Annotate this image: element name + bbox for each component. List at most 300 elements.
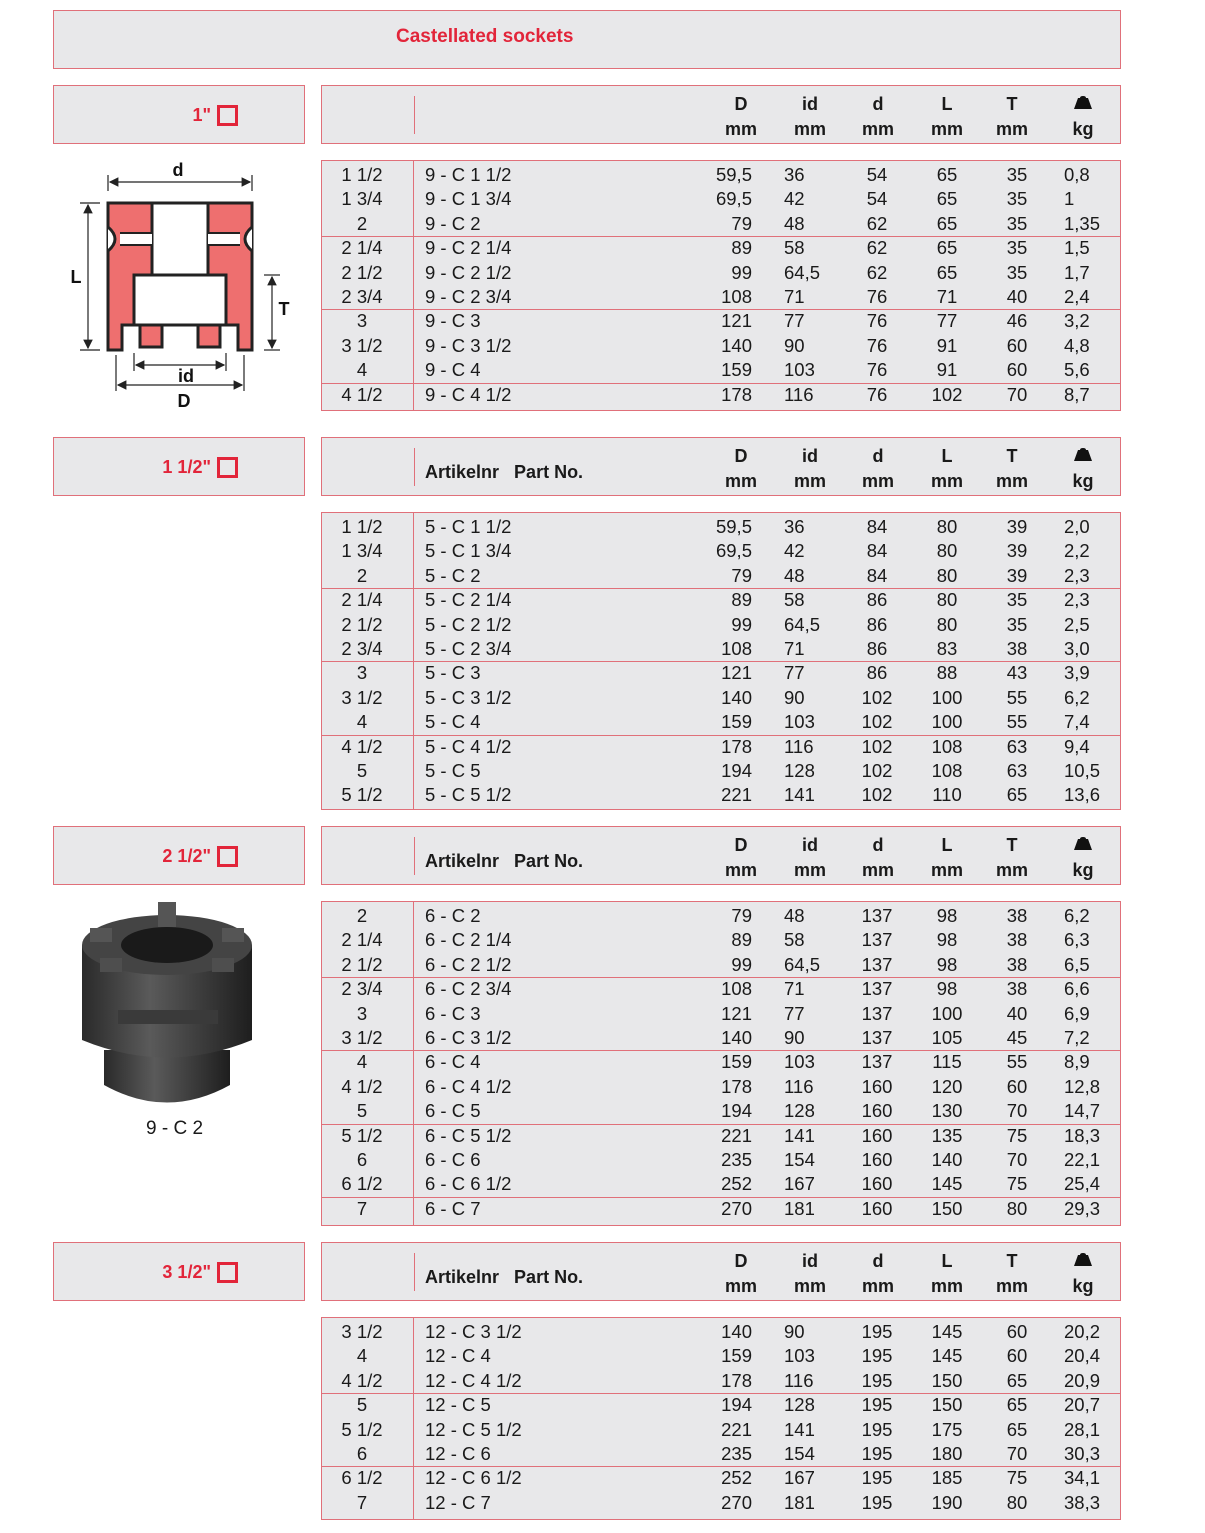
cell-D: 69,5 [715,188,752,210]
cell-D: 159 [721,711,752,733]
cell-id: 64,5 [784,613,821,635]
cell-L: 91 [936,334,958,356]
table-header-2 [321,437,1121,496]
cell-part-no: 5 - C 5 1/2 [425,784,512,806]
cell-id: 58 [784,929,805,951]
cell-T: 75 [1006,1467,1028,1489]
col-D-unit: mm [724,1276,757,1296]
cell-D: 235 [721,1443,752,1464]
cell-L: 80 [936,589,958,611]
cell-D: 79 [731,212,752,234]
col-L-name: L [941,1251,953,1271]
cell-size: 2 1/4 [341,237,383,259]
table-row [322,1002,1120,1026]
cell-T: 38 [1006,953,1028,975]
cell-T: 63 [1006,735,1028,757]
cell-D: 178 [721,1075,752,1097]
cell-d: 84 [866,564,888,586]
cell-D: 108 [721,978,752,1000]
col-D-name: D [734,835,748,855]
header-divider [414,837,415,875]
cell-d: 76 [866,334,888,356]
col-L-unit: mm [930,119,963,139]
cell-size: 4 [356,711,368,733]
cell-D: 270 [721,1491,752,1513]
cell-T: 65 [1006,1418,1028,1440]
cell-kg: 3,0 [1064,638,1090,659]
drive-size-label [162,1262,238,1283]
cell-d: 160 [861,1197,893,1219]
cell-L: 108 [931,760,963,781]
col-kg-header [1048,1249,1118,1299]
cell-kg: 2,0 [1064,516,1090,537]
cell-size: 1 1/2 [341,164,383,185]
cell-T: 39 [1006,516,1028,537]
cell-part-no: 9 - C 4 1/2 [425,383,512,405]
cell-D: 235 [721,1149,752,1170]
col-D-header [706,833,776,883]
artikelnr-header [425,851,583,872]
cell-L: 190 [931,1491,963,1513]
cell-d: 54 [866,164,888,185]
cell-d: 195 [861,1345,893,1367]
cell-part-no: 5 - C 5 [425,760,481,781]
cell-size: 1 3/4 [341,540,383,562]
cell-d: 137 [861,905,893,926]
cell-size: 4 1/2 [341,1369,383,1391]
cell-part-no: 6 - C 3 [425,1002,481,1024]
cell-d: 84 [866,540,888,562]
cell-L: 71 [936,286,958,307]
cell-id: 36 [784,516,805,537]
cell-size: 2 3/4 [341,638,383,659]
artikelnr-header [425,1267,583,1288]
cell-kg: 9,4 [1064,735,1090,757]
cell-L: 100 [931,1002,963,1024]
cell-id: 141 [784,1124,815,1146]
table-row [322,613,1120,637]
cell-part-no: 6 - C 2 1/4 [425,929,512,951]
cell-id: 181 [784,1491,815,1513]
cell-size: 3 [356,1002,368,1024]
cell-part-no: 6 - C 4 [425,1051,481,1073]
cell-D: 89 [731,589,752,611]
cell-size: 3 1/2 [341,686,383,708]
table-row [322,539,1120,563]
cell-d: 86 [866,662,888,684]
cell-T: 55 [1006,686,1028,708]
cell-part-no: 9 - C 3 1/2 [425,334,512,356]
table-row [322,661,1120,685]
col-D-header [706,92,776,142]
table-row [322,1369,1120,1393]
cell-size: 2 1/2 [341,261,383,283]
col-id-name: id [802,446,818,466]
cell-size: 5 [356,1394,368,1416]
table-row [322,1124,1120,1148]
cell-kg: 20,9 [1064,1369,1101,1391]
cell-T: 45 [1006,1027,1028,1048]
cell-L: 130 [931,1100,963,1122]
cell-T: 43 [1006,662,1028,684]
table-body-3 [321,901,1121,1226]
cell-D: 159 [721,359,752,381]
cell-D: 159 [721,1051,752,1073]
cell-T: 75 [1006,1173,1028,1195]
cell-part-no: 5 - C 4 [425,711,481,733]
cell-part-no: 6 - C 2 [425,905,481,926]
cell-D: 99 [731,613,752,635]
cell-d: 84 [866,516,888,537]
cell-L: 145 [931,1173,963,1195]
cell-id: 71 [784,286,805,307]
cell-kg: 2,4 [1064,286,1090,307]
cell-size: 4 [356,1345,368,1367]
cell-T: 60 [1006,334,1028,356]
dimension-D-label: D [177,391,191,411]
cell-size: 2 1/2 [341,953,383,975]
cell-L: 100 [931,686,963,708]
cell-size: 6 1/2 [341,1467,383,1489]
drive-size-box-3 [53,826,305,885]
square-drive-icon [217,1262,238,1283]
col-id-unit: mm [793,471,826,491]
drive-size-box-4 [53,1242,305,1301]
cell-id: 128 [784,1100,815,1122]
table-row [322,358,1120,382]
partno-label: Part No. [514,851,584,871]
drive-size-label [162,457,238,478]
table-row [322,735,1120,759]
cell-L: 145 [931,1321,963,1342]
cell-T: 70 [1006,1100,1028,1122]
cell-L: 108 [931,735,963,757]
cell-D: 252 [721,1173,752,1195]
artikelnr-header [425,462,583,483]
cell-size: 2 3/4 [341,978,383,1000]
cell-d: 102 [861,686,893,708]
col-id-name: id [802,94,818,114]
cell-L: 65 [936,212,958,234]
cell-L: 102 [931,383,963,405]
cell-size: 7 [356,1491,368,1513]
col-kg-unit: kg [1072,119,1094,139]
cell-id: 167 [784,1467,815,1489]
cell-kg: 6,2 [1064,686,1090,708]
table-row [322,1418,1120,1442]
col-id-header [775,1249,845,1299]
cell-L: 180 [931,1443,963,1464]
cell-kg: 18,3 [1064,1124,1101,1146]
cell-L: 65 [936,237,958,259]
cell-T: 63 [1006,760,1028,781]
cell-D: 178 [721,1369,752,1391]
square-drive-icon [217,105,238,126]
cell-d: 62 [866,212,888,234]
cell-part-no: 5 - C 2 3/4 [425,638,512,659]
cell-L: 88 [936,662,958,684]
cell-T: 38 [1006,978,1028,1000]
cell-id: 167 [784,1173,815,1195]
cell-size: 3 1/2 [341,1321,383,1342]
drive-size-box-2 [53,437,305,496]
cell-T: 35 [1006,188,1028,210]
cell-T: 46 [1006,310,1028,332]
cell-id: 48 [784,212,805,234]
cell-id: 71 [784,978,805,1000]
cell-kg: 6,2 [1064,905,1090,926]
cell-T: 80 [1006,1197,1028,1219]
table-row [322,236,1120,260]
cell-part-no: 9 - C 2 1/2 [425,261,512,283]
col-L-header [912,444,982,494]
col-L-header [912,833,982,883]
cell-size: 2 3/4 [341,286,383,307]
cell-part-no: 5 - C 4 1/2 [425,735,512,757]
cell-id: 90 [784,334,805,356]
cell-part-no: 12 - C 4 [425,1345,491,1367]
cell-T: 60 [1006,1345,1028,1367]
cell-id: 181 [784,1197,815,1219]
cell-part-no: 6 - C 5 1/2 [425,1124,512,1146]
col-D-unit: mm [724,471,757,491]
page-title: Castellated sockets [396,26,574,47]
table-row [322,977,1120,1001]
cell-L: 98 [936,953,958,975]
cell-d: 137 [861,1002,893,1024]
cell-part-no: 6 - C 2 1/2 [425,953,512,975]
table-header-1 [321,85,1121,144]
cell-id: 48 [784,564,805,586]
drive-size-label [162,846,238,867]
cell-part-no: 6 - C 5 [425,1100,481,1122]
table-body-4 [321,1317,1121,1520]
cell-d: 137 [861,1051,893,1073]
partno-label: Part No. [514,462,584,482]
cell-L: 98 [936,929,958,951]
cell-part-no: 5 - C 1 1/2 [425,516,512,537]
col-T-header [977,444,1047,494]
cell-size: 3 1/2 [341,1027,383,1048]
cell-T: 35 [1006,613,1028,635]
header-divider [414,448,415,486]
cell-D: 194 [721,760,752,781]
cell-d: 137 [861,953,893,975]
table-row [322,212,1120,236]
cell-L: 140 [931,1149,963,1170]
cell-part-no: 12 - C 4 1/2 [425,1369,522,1391]
cell-kg: 30,3 [1064,1443,1101,1464]
cell-size: 2 1/2 [341,613,383,635]
cell-kg: 6,5 [1064,953,1090,975]
col-L-header [912,92,982,142]
cell-kg: 12,8 [1064,1075,1101,1097]
cell-kg: 14,7 [1064,1100,1101,1122]
cell-size: 1 1/2 [341,516,383,537]
cell-d: 195 [861,1443,893,1464]
cell-id: 58 [784,589,805,611]
col-D-name: D [734,446,748,466]
drive-size-text: 2 1/2" [162,846,211,866]
cell-part-no: 9 - C 1 3/4 [425,188,512,210]
col-L-name: L [941,94,953,114]
cell-D: 79 [731,905,752,926]
table-row [322,1442,1120,1466]
cell-id: 116 [784,1075,814,1097]
cell-d: 76 [866,310,888,332]
col-d-name: d [872,835,884,855]
cell-kg: 0,8 [1064,164,1090,185]
cell-D: 121 [721,310,752,332]
col-D-header [706,444,776,494]
cell-kg: 8,7 [1064,383,1090,405]
cell-T: 55 [1006,1051,1028,1073]
col-D-name: D [734,1251,748,1271]
cell-T: 35 [1006,589,1028,611]
cell-part-no: 12 - C 6 [425,1443,491,1464]
col-T-unit: mm [995,860,1028,880]
col-id-unit: mm [793,1276,826,1296]
cell-kg: 20,2 [1064,1321,1101,1342]
table-row [322,1344,1120,1368]
cell-L: 100 [931,711,963,733]
cell-part-no: 5 - C 3 1/2 [425,686,512,708]
cell-T: 35 [1006,261,1028,283]
table-row [322,637,1120,661]
cell-L: 65 [936,164,958,185]
cell-part-no: 5 - C 3 [425,662,481,684]
cell-D: 140 [721,334,752,356]
cell-id: 48 [784,905,805,926]
cell-T: 40 [1006,1002,1028,1024]
dimension-T-label: T [278,299,290,319]
cell-L: 98 [936,978,958,1000]
col-D-unit: mm [724,860,757,880]
col-id-name: id [802,1251,818,1271]
cell-d: 195 [861,1394,893,1416]
cell-L: 80 [936,540,958,562]
cell-id: 116 [784,383,814,405]
cell-id: 42 [784,540,805,562]
cell-kg: 2,3 [1064,564,1090,586]
cell-kg: 7,4 [1064,711,1090,733]
col-d-header [843,444,913,494]
cell-L: 185 [931,1467,963,1489]
cell-d: 195 [861,1321,893,1342]
weight-icon [1073,96,1093,110]
cell-D: 121 [721,662,752,684]
cell-d: 102 [861,760,893,781]
cell-D: 89 [731,237,752,259]
weight-icon [1073,448,1093,462]
col-d-unit: mm [861,1276,894,1296]
cell-id: 154 [784,1443,815,1464]
col-d-name: d [872,1251,884,1271]
cell-T: 75 [1006,1124,1028,1146]
cell-d: 76 [866,383,888,405]
cell-size: 5 [356,760,368,781]
drive-size-text: 1 1/2" [162,457,211,477]
cell-T: 60 [1006,1321,1028,1342]
cell-kg: 28,1 [1064,1418,1101,1440]
cell-d: 54 [866,188,888,210]
cell-kg: 1,5 [1064,237,1090,259]
table-row [322,1320,1120,1344]
socket-cross-section-diagram [60,155,300,415]
cell-kg: 22,1 [1064,1149,1101,1170]
col-kg-unit: kg [1072,860,1094,880]
table-row [322,309,1120,333]
table-row [322,334,1120,358]
cell-d: 86 [866,613,888,635]
cell-D: 140 [721,686,752,708]
col-T-unit: mm [995,119,1028,139]
cell-kg: 1,7 [1064,261,1090,283]
cell-L: 135 [931,1124,963,1146]
cell-T: 38 [1006,905,1028,926]
cell-part-no: 9 - C 3 [425,310,481,332]
cell-size: 4 1/2 [341,383,383,405]
table-row [322,783,1120,807]
table-row [322,710,1120,734]
cell-T: 40 [1006,286,1028,307]
cell-size: 2 1/4 [341,589,383,611]
table-row [322,1026,1120,1050]
cell-part-no: 12 - C 5 [425,1394,491,1416]
cell-kg: 4,8 [1064,334,1090,356]
cell-d: 86 [866,638,888,659]
cell-part-no: 9 - C 2 [425,212,481,234]
col-L-unit: mm [930,860,963,880]
cell-d: 137 [861,929,893,951]
col-id-header [775,444,845,494]
photo-caption: 9 - C 2 [146,1118,204,1139]
cell-part-no: 6 - C 2 3/4 [425,978,512,1000]
cell-L: 80 [936,564,958,586]
cell-D: 252 [721,1467,752,1489]
cell-kg: 6,6 [1064,978,1090,1000]
cell-T: 39 [1006,564,1028,586]
table-row [322,1050,1120,1074]
cell-kg: 7,2 [1064,1027,1090,1048]
table-row [322,1075,1120,1099]
cell-T: 38 [1006,929,1028,951]
cell-kg: 6,3 [1064,929,1090,951]
col-id-unit: mm [793,119,826,139]
cell-d: 160 [861,1075,893,1097]
cell-id: 103 [784,359,815,381]
cell-D: 99 [731,953,752,975]
cell-L: 65 [936,261,958,283]
cell-size: 6 [356,1443,368,1464]
cell-part-no: 12 - C 3 1/2 [425,1321,522,1342]
table-row [322,564,1120,588]
dimension-id-label: id [178,366,194,386]
cell-T: 70 [1006,1149,1028,1170]
cell-id: 103 [784,711,815,733]
col-d-unit: mm [861,860,894,880]
cell-id: 116 [784,1369,814,1391]
col-T-name: T [1006,94,1018,114]
cell-D: 221 [721,1124,752,1146]
table-row [322,163,1120,187]
cell-D: 99 [731,261,752,283]
cell-L: 115 [932,1051,962,1073]
cell-d: 137 [861,978,893,1000]
cell-part-no: 6 - C 6 1/2 [425,1173,512,1195]
cell-size: 4 [356,1051,368,1073]
dimension-d-label: d [172,160,184,180]
